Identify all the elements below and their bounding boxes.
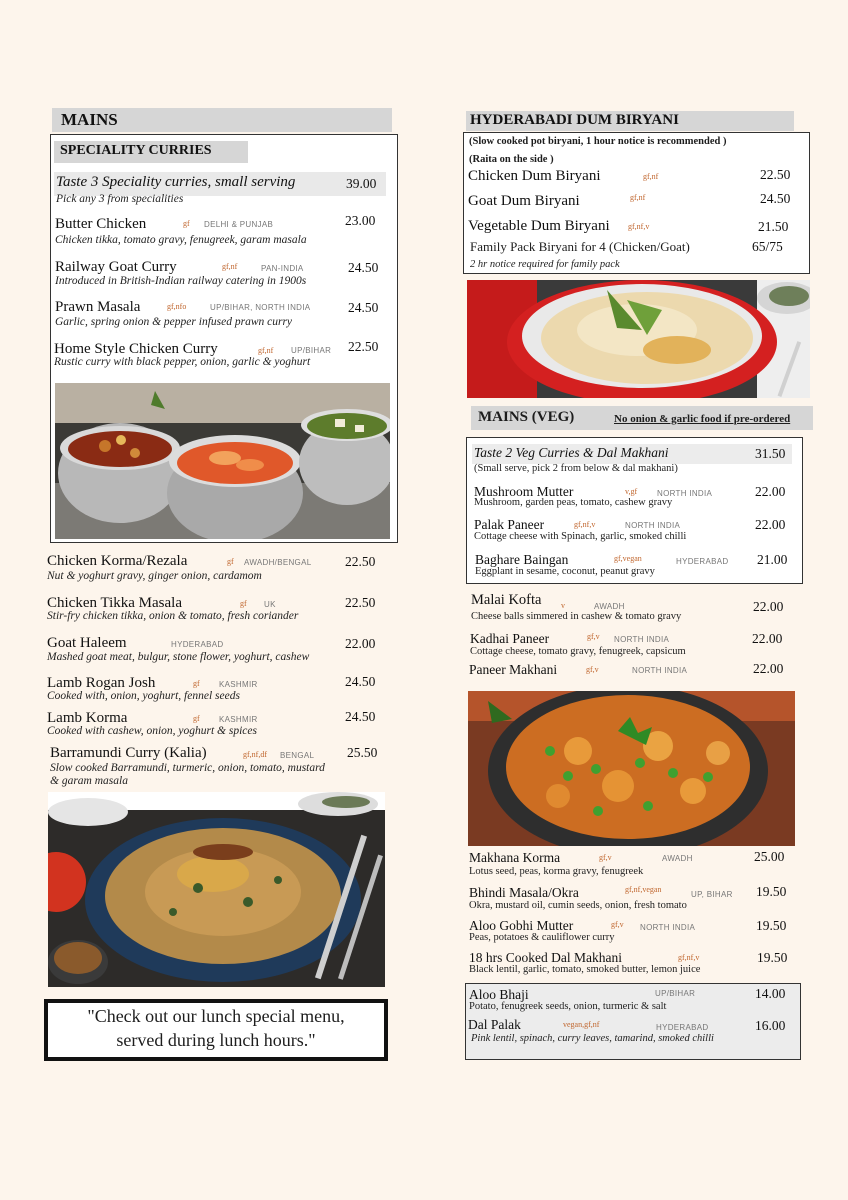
veg-mains-note: No onion & garlic food if pre-ordered <box>614 413 791 425</box>
biryani-pot-image <box>467 280 810 398</box>
family-pack-desc: 2 hr notice required for family pack <box>470 259 620 270</box>
malai-kofta-name: Malai Kofta <box>471 592 542 608</box>
kadhai-paneer-desc: Cottage cheese, tomato gravy, fenugreek, capsicum <box>470 646 686 657</box>
barramundi-desc-1: Slow cooked Barramundi, turmeric, onion, tomato, mustard <box>50 762 325 774</box>
biryani-heading: HYDERABADI DUM BIRYANI <box>466 111 794 131</box>
taste2-desc: (Small serve, pick 2 from below & dal makhani) <box>474 463 678 474</box>
palak-paneer-price: 22.00 <box>755 517 786 532</box>
aloo-gobhi-tag: gf,v <box>611 920 624 929</box>
korma-rezala-region: AWADH/BENGAL <box>244 558 312 567</box>
dal-makhani-price: 19.50 <box>757 950 788 965</box>
baghare-baingan-price: 21.00 <box>757 552 788 567</box>
prawn-masala-price: 24.50 <box>348 300 379 315</box>
bhindi-masala-price: 19.50 <box>756 884 787 899</box>
aloo-bhaji-name: Aloo Bhaji <box>469 987 529 1002</box>
aloo-mutter-photo <box>468 691 795 846</box>
malai-kofta-tag: v <box>561 601 565 610</box>
dal-palak-name: Dal Palak <box>468 1017 521 1032</box>
palak-paneer-tag: gf,nf,v <box>574 520 596 529</box>
palak-paneer-name: Palak Paneer <box>474 517 545 532</box>
kadhai-paneer-name: Kadhai Paneer <box>470 631 550 646</box>
paneer-makhani-price: 22.00 <box>753 661 784 676</box>
lamb-korma-price: 24.50 <box>345 709 376 724</box>
barramundi-photo <box>48 792 385 987</box>
home-style-tag: gf,nf <box>258 346 274 355</box>
tikka-masala-name: Chicken Tikka Masala <box>47 595 182 611</box>
lamb-korma-tag: gf <box>193 714 200 723</box>
paneer-makhani-tag: gf,v <box>586 665 599 674</box>
malai-kofta-region: AWADH <box>594 602 625 611</box>
butter-chicken-name: Butter Chicken <box>55 216 147 232</box>
rogan-josh-tag: gf <box>193 679 200 688</box>
dal-makhani-name: 18 hrs Cooked Dal Makhani <box>469 950 622 965</box>
makhana-korma-desc: Lotus seed, peas, korma gravy, fenugreek <box>469 866 644 877</box>
dal-palak-desc: Pink lentil, spinach, curry leaves, tamarind, smoked chilli <box>471 1033 714 1044</box>
makhana-korma-region: AWADH <box>662 854 693 863</box>
malai-kofta-price: 22.00 <box>753 599 784 614</box>
prawn-masala-region: UP/BIHAR, NORTH INDIA <box>210 303 311 312</box>
paneer-makhani-region: NORTH INDIA <box>632 666 688 675</box>
aloo-gobhi-name: Aloo Gobhi Mutter <box>469 918 574 933</box>
tikka-masala-desc: Stir-fry chicken tikka, onion & tomato, fresh coriander <box>47 610 299 622</box>
goat-haleem-price: 22.00 <box>345 636 376 651</box>
taste2-name: Taste 2 Veg Curries & Dal Makhani <box>474 445 669 460</box>
rogan-josh-price: 24.50 <box>345 674 376 689</box>
korma-rezala-price: 22.50 <box>345 554 376 569</box>
barramundi-price: 25.50 <box>347 745 378 760</box>
rogan-josh-desc: Cooked with, onion, yoghurt, fennel seeds <box>47 690 240 702</box>
mains-heading: MAINS <box>52 108 392 132</box>
makhana-korma-tag: gf,v <box>599 853 612 862</box>
aloo-gobhi-price: 19.50 <box>756 918 787 933</box>
paneer-makhani-name: Paneer Makhani <box>469 662 558 677</box>
taste3-name: Taste 3 Speciality curries, small serving <box>56 174 296 190</box>
dal-makhani-tag: gf,nf,v <box>678 953 700 962</box>
barramundi-curry-plate-image <box>48 792 385 987</box>
aloo-bhaji-region: UP/BIHAR <box>655 989 696 998</box>
butter-chicken-desc: Chicken tikka, tomato gravy, fenugreek, garam masala <box>55 234 307 246</box>
tikka-masala-region: UK <box>264 600 276 609</box>
bhindi-masala-name: Bhindi Masala/Okra <box>469 885 579 900</box>
railway-goat-price: 24.50 <box>348 260 379 275</box>
chicken-biryani-name: Chicken Dum Biryani <box>468 168 601 184</box>
korma-rezala-tag: gf <box>227 557 234 566</box>
prawn-masala-tag: gf,nfo <box>167 302 187 311</box>
mushroom-mutter-desc: Mushroom, garden peas, tomato, cashew gravy <box>474 497 673 508</box>
makhana-korma-price: 25.00 <box>754 849 785 864</box>
butter-chicken-region: DELHI & PUNJAB <box>204 220 274 229</box>
mushroom-mutter-name: Mushroom Mutter <box>474 484 574 499</box>
lunch-special-line-1: "Check out our lunch special menu, <box>87 1006 345 1026</box>
family-pack-price: 65/75 <box>752 239 783 254</box>
mushroom-mutter-region: NORTH INDIA <box>657 489 713 498</box>
rogan-josh-region: KASHMIR <box>219 680 258 689</box>
aloo-gobhi-desc: Peas, potatoes & cauliflower curry <box>469 932 615 943</box>
aloo-mutter-bowl-image <box>468 691 795 846</box>
goat-haleem-name: Goat Haleem <box>47 635 127 651</box>
bhindi-masala-tag: gf,nf,vegan <box>625 885 662 894</box>
curries-in-steel-bowls-image <box>55 383 390 539</box>
home-style-region: UP/BIHAR <box>291 346 332 355</box>
korma-rezala-desc: Nut & yoghurt gravy, ginger onion, cardamom <box>47 570 262 582</box>
korma-rezala-name: Chicken Korma/Rezala <box>47 553 188 569</box>
prawn-masala-name: Prawn Masala <box>55 299 141 315</box>
chicken-biryani-price: 22.50 <box>760 167 791 182</box>
family-pack-name: Family Pack Biryani for 4 (Chicken/Goat) <box>470 239 690 254</box>
taste3-price: 39.00 <box>346 176 377 191</box>
speciality-curries-heading: SPECIALITY CURRIES <box>54 141 248 163</box>
chicken-biryani-tag: gf,nf <box>643 172 659 181</box>
makhana-korma-name: Makhana Korma <box>469 850 561 865</box>
dal-makhani-desc: Black lentil, garlic, tomato, smoked butter, lemon juice <box>469 964 701 975</box>
malai-kofta-desc: Cheese balls simmered in cashew & tomato gravy <box>471 611 682 622</box>
curries-photo <box>55 383 390 539</box>
kadhai-paneer-price: 22.00 <box>752 631 783 646</box>
railway-goat-tag: gf,nf <box>222 262 238 271</box>
bhindi-masala-desc: Okra, mustard oil, cumin seeds, onion, fresh tomato <box>469 900 687 911</box>
railway-goat-region: PAN-INDIA <box>261 264 304 273</box>
palak-paneer-region: NORTH INDIA <box>625 521 681 530</box>
barramundi-name: Barramundi Curry (Kalia) <box>50 745 207 761</box>
bhindi-masala-region: UP, BIHAR <box>691 890 733 899</box>
veg-mains-heading: MAINS (VEG) <box>478 409 575 425</box>
kadhai-paneer-region: NORTH INDIA <box>614 635 670 644</box>
prawn-masala-desc: Garlic, spring onion & pepper infused prawn curry <box>55 316 293 328</box>
veg-biryani-tag: gf,nf,v <box>628 222 650 231</box>
palak-paneer-desc: Cottage cheese with Spinach, garlic, smoked chilli <box>474 531 687 542</box>
goat-biryani-tag: gf,nf <box>630 193 646 202</box>
baghare-baingan-region: HYDERABAD <box>676 557 729 566</box>
rogan-josh-name: Lamb Rogan Josh <box>47 675 156 691</box>
goat-haleem-region: HYDERABAD <box>171 640 224 649</box>
goat-haleem-desc: Mashed goat meat, bulgur, stone flower, yoghurt, cashew <box>47 651 310 663</box>
taste2-price: 31.50 <box>755 446 786 461</box>
aloo-gobhi-region: NORTH INDIA <box>640 923 696 932</box>
biryani-note-1: (Slow cooked pot biryani, 1 hour notice is recommended ) <box>469 136 727 147</box>
lamb-korma-region: KASHMIR <box>219 715 258 724</box>
mushroom-mutter-tag: v,gf <box>625 487 638 496</box>
lamb-korma-desc: Cooked with cashew, onion, yoghurt & spices <box>47 725 257 737</box>
butter-chicken-price: 23.00 <box>345 213 376 228</box>
barramundi-desc-2: & garam masala <box>50 775 128 787</box>
home-style-desc: Rustic curry with black pepper, onion, garlic & yoghurt <box>54 356 311 368</box>
railway-goat-desc: Introduced in British-Indian railway catering in 1900s <box>55 275 307 287</box>
veg-biryani-price: 21.50 <box>758 219 789 234</box>
tikka-masala-price: 22.50 <box>345 595 376 610</box>
goat-biryani-name: Goat Dum Biryani <box>468 193 580 209</box>
barramundi-tag: gf,nf,df <box>243 750 267 759</box>
kadhai-paneer-tag: gf,v <box>587 632 600 641</box>
aloo-bhaji-desc: Potato, fenugreek seeds, onion, turmeric & salt <box>469 1001 667 1012</box>
barramundi-region: BENGAL <box>280 751 315 760</box>
baghare-baingan-desc: Eggplant in sesame, coconut, peanut gravy <box>475 566 655 577</box>
baghare-baingan-tag: gf,vegan <box>614 554 642 563</box>
dal-palak-price: 16.00 <box>755 1018 786 1033</box>
lamb-korma-name: Lamb Korma <box>47 710 128 726</box>
butter-chicken-tag: gf <box>183 219 190 228</box>
aloo-bhaji-price: 14.00 <box>755 986 786 1001</box>
railway-goat-name: Railway Goat Curry <box>55 259 177 275</box>
baghare-baingan-name: Baghare Baingan <box>475 552 569 567</box>
biryani-photo <box>467 280 810 398</box>
goat-biryani-price: 24.50 <box>760 191 791 206</box>
tikka-masala-tag: gf <box>240 599 247 608</box>
dal-palak-tag: vegan,gf,nf <box>563 1020 600 1029</box>
veg-biryani-name: Vegetable Dum Biryani <box>468 218 610 234</box>
biryani-note-2: (Raita on the side ) <box>469 154 554 165</box>
home-style-price: 22.50 <box>348 339 379 354</box>
lunch-special-line-2: served during lunch hours." <box>116 1030 316 1050</box>
mushroom-mutter-price: 22.00 <box>755 484 786 499</box>
taste3-desc: Pick any 3 from specialities <box>56 193 184 205</box>
dal-palak-region: HYDERABAD <box>656 1023 709 1032</box>
home-style-name: Home Style Chicken Curry <box>54 341 218 357</box>
